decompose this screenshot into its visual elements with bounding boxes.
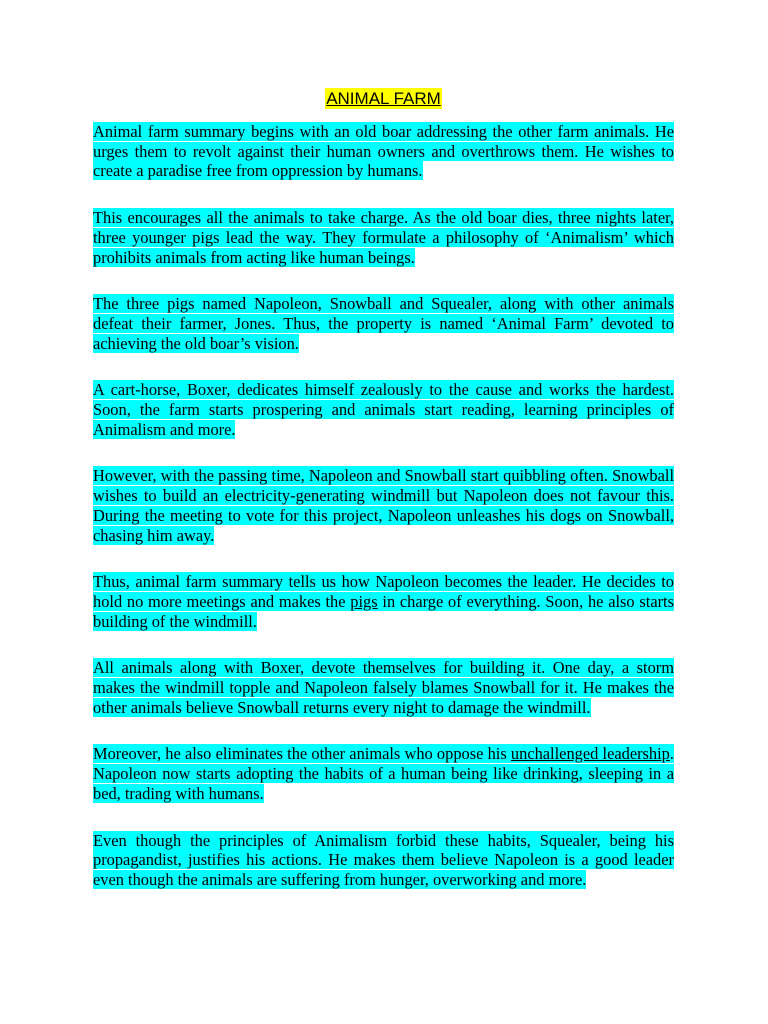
paragraph-text: Animal farm summary begins with an old boar addressing the other farm animals. He urges them to revolt against their human owners and overthrows them. He wishes to create a paradise free from oppression by humans. [93,122,674,181]
paragraph-2 [93,208,674,267]
paragraph-text: This encourages all the animals to take charge. As the old boar dies, three nights later, three younger pigs lead the way. They formulate a philosophy of ‘Animalism’ which prohibits animals from acting like human beings. [93,208,674,267]
paragraph-3 [93,294,674,353]
paragraph-4 [93,380,674,439]
paragraph-1 [93,122,674,181]
paragraph-text: Even though the principles of Animalism forbid these habits, Squealer, being his propagandist, justifies his actions. He makes them believe Napoleon is a good leader even though the animals are suffering from hunger, overworking and more. [93,830,674,889]
paragraph-text: . Napoleon now starts adopting the habits of a human being like drinking, sleeping in a bed, trading with humans. [93,744,674,803]
pigs-link[interactable]: pigs [350,591,378,611]
title-row [93,88,674,112]
paragraph-text: The three pigs named Napoleon, Snowball and Squealer, along with other animals defeat their farmer, Jones. Thus, the property is named ‘Animal Farm’ devoted to achieving the old boar’s vision. [93,294,674,353]
paragraph-8 [93,744,674,803]
paragraph-7 [93,658,674,717]
paragraph-6 [93,572,674,631]
document-title: ANIMAL FARM [326,89,441,108]
paragraph-9 [93,831,674,890]
paragraph-text: in charge of everything. Soon, he also starts building of the windmill. [93,591,674,631]
document-page [93,88,674,917]
paragraph-text: However, with the passing time, Napoleon and Snowball start quibbling often. Snowball wishes to build an electricity-generating windmill but Napoleon does not favour this. During the meeting to vote for this project, Napoleon unleashes his dogs on Snowball, chasing him away. [93,466,674,545]
paragraph-5 [93,466,674,545]
unchallenged-leadership-link[interactable]: unchallenged leadership [510,744,670,764]
paragraph-text: All animals along with Boxer, devote themselves for building it. One day, a storm makes the windmill topple and Napoleon falsely blames Snowball for it. He makes the other animals believe Snowball returns every night to damage the windmill. [93,658,674,717]
paragraph-text: Thus, animal farm summary tells us how Napoleon becomes the leader. He decides to hold no more meetings and makes the [93,572,674,611]
paragraph-text: Moreover, he also eliminates the other animals who oppose his [93,744,511,764]
paragraph-text: A cart-horse, Boxer, dedicates himself zealously to the cause and works the hardest. Soon, the farm starts prospering and animals start reading, learning principles of Animalism and more. [93,380,674,439]
